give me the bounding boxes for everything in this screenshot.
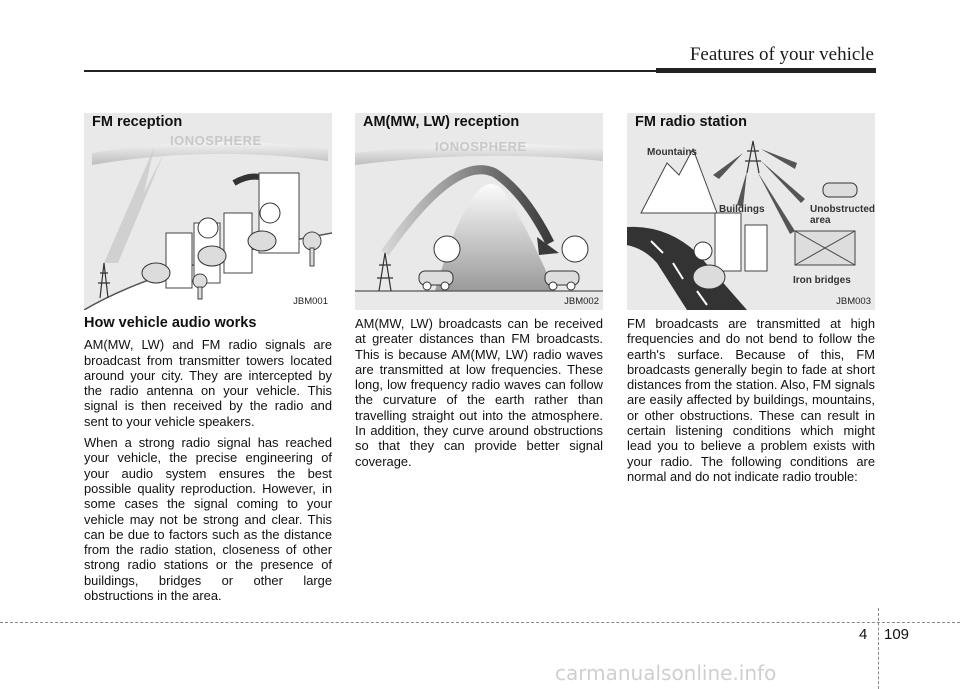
page-header-title: Features of your vehicle (689, 44, 874, 65)
paragraph: FM broadcasts are transmitted at high frequencies and do not bend to follow the earth's surface. Because of this, FM broadcasts generally begin to fade at short distances from the station. Also, FM signals are easily affected by buildings, mountains, or other obstructions. These can result in certain listening conditions which might lead you to believe a problem exists with your radio. The following conditions are normal and do not indicate radio trouble: (627, 316, 875, 484)
figure-code: JBM003 (836, 296, 871, 307)
header-rule-accent (656, 68, 876, 73)
panel-title: AM(MW, LW) reception (360, 113, 522, 131)
label-unobstructed: Unobstructed (810, 204, 875, 215)
ionosphere-label: IONOSPHERE (170, 133, 262, 148)
footer-rule (0, 622, 960, 623)
paragraph: AM(MW, LW) and FM radio signals are broadcast from transmitter towers located around your city. They are intercepted by the radio antenna on your vehicle. This signal is then received by the radio and sent to your vehicle speakers. (84, 337, 332, 429)
page-number: 109 (884, 626, 910, 643)
fm-radio-station-figure (627, 113, 875, 310)
paragraph: When a strong radio signal has reached your vehicle, the precise engineering of your audio system ensures the best possible quality reproduction. However, in some cases the signal coming to your vehicle may not be strong and clear. This can be due to factors such as the distance from the radio station, closeness of other strong radio stations or the presence of buildings, bridges or other large obstructions in the area. (84, 435, 332, 604)
panel-title: FM radio station (632, 113, 750, 131)
label-mountains: Mountains (647, 147, 697, 158)
text-column-1 (84, 316, 332, 609)
figure-code: JBM002 (564, 296, 599, 307)
label-area: area (810, 215, 831, 226)
text-column-3 (627, 316, 875, 490)
panel-title: FM reception (89, 113, 185, 131)
fm-reception-figure (84, 113, 332, 310)
text-column-2 (355, 316, 603, 475)
am-reception-figure (355, 113, 603, 310)
section-heading: How vehicle audio works (84, 315, 257, 331)
ionosphere-label: IONOSPHERE (435, 139, 527, 154)
chapter-number: 4 (859, 626, 868, 643)
paragraph: AM(MW, LW) broadcasts can be received at greater distances than FM broadcasts. This is because AM(MW, LW) radio waves are transmitted at low frequencies. These long, low frequency radio waves can follow the curvature of the earth rather than travelling straight out into the atmosphere. In addition, they curve around obstructions so that they can provide better signal coverage. (355, 316, 603, 469)
watermark: carmanualsonline.info (555, 661, 777, 685)
label-iron-bridges: Iron bridges (793, 275, 851, 286)
label-buildings: Buildings (719, 204, 765, 215)
footer-separator (878, 608, 879, 689)
figure-code: JBM001 (293, 296, 328, 307)
